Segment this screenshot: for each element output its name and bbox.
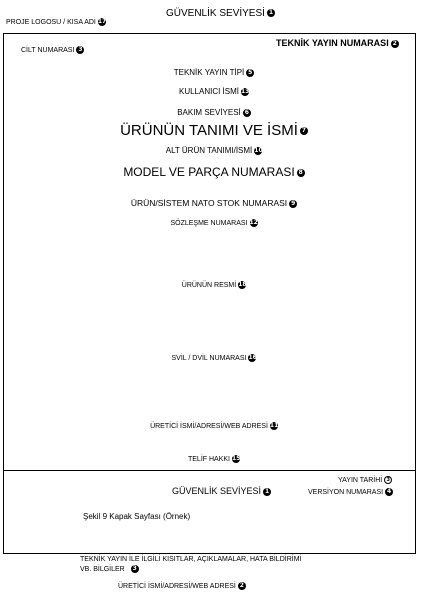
model-part-number [0,166,428,178]
contract-number [0,219,428,227]
notes-line-1-label: TEKNİK YAYIN İLE İLGİLİ KISITLAR, AÇIKLAMALAR, HATA BİLDİRİMİ [80,556,302,563]
user-name [0,88,428,96]
volume-number-label: CİLT NUMARASI [21,46,75,54]
tech-pub-number-label: TEKNİK YAYIN NUMARASI [276,38,389,48]
callout-badge: 10 [254,147,263,154]
copyright [0,455,428,463]
sub-product-label: ALT ÜRÜN TANIMI/İSMİ [165,146,253,156]
product-image [0,281,428,289]
header-security-label: GÜVENLİK SEVİYESİ [166,8,265,19]
header-security-level [166,9,275,19]
publication-date-label: YAYIN TARİHİ [338,476,383,484]
callout-badge: 6 [244,109,249,116]
callout-badge: 5 [248,69,253,76]
model-part-number-label: MODEL VE PARÇA NUMARASI [123,165,295,179]
outside-manufacturer-label: ÜRETİCİ İSMİ/ADRESİ/WEB ADRESİ [118,582,236,590]
callout-badge: 17 [97,18,107,25]
callout-badge: 4 [386,488,392,495]
callout-badge: 8 [298,168,303,176]
footer-divider [3,470,416,471]
callout-badge: 2 [239,582,244,589]
volume-number [21,46,84,54]
copyright-label: TELİF HAKKI [187,455,230,463]
notes-line-2 [80,565,139,573]
nato-stock-number [0,199,428,208]
callout-badge: 1 [268,9,274,17]
publication-date [338,476,392,484]
manufacturer-address [0,422,428,430]
figure-caption-label: Şekil 9 Kapak Sayfası (Örnek) [83,512,191,521]
project-logo-label: PROJE LOGOSU / KISA ADI [6,18,96,26]
notes-line-2-label: VB. BİLGİLER [80,565,125,573]
callout-badge: 2 [392,39,397,47]
maintenance-level [0,109,428,117]
product-title-label: ÜRÜNÜN TANIMI VE İSMİ [120,122,298,139]
callout-badge: 13 [241,88,250,95]
pub-type [0,69,428,77]
outside-manufacturer-address [118,582,246,590]
callout-badge: 3 [78,46,83,53]
callout-badge: 12 [249,219,258,226]
callout-badge: 3 [384,476,392,484]
user-name-label: KULLANICI İSMİ [178,87,239,97]
figure-caption [83,513,190,521]
callout-badge: 3 [132,565,137,572]
callout-badge: 9 [291,199,296,207]
footer-security-level [172,487,271,496]
callout-badge: 7 [301,127,306,135]
page-border-bottom [3,553,416,554]
sub-product [0,147,428,155]
callout-badge: 16 [248,354,257,361]
callout-badge: 11 [269,422,279,429]
header-divider [3,33,416,34]
version-number-label: VERSİYON NUMARASI [308,488,384,496]
tech-pub-number [276,39,399,48]
callout-badge: 1 [264,487,270,495]
svil-number-label: SVİL / DVİL NUMARASI [171,354,247,362]
footer-security-label: GÜVENLİK SEVİYESİ [172,486,262,496]
product-image-label: ÜRÜNÜN RESMİ [181,281,237,289]
callout-badge: 15 [232,455,241,462]
maintenance-level-label: BAKIM SEVİYESİ [177,108,241,118]
callout-badge: 18 [238,281,247,288]
svil-number [0,354,428,362]
pub-type-label: TEKNİK YAYIN TİPİ [173,68,245,78]
nato-stock-number-label: ÜRÜN/SİSTEM NATO STOK NUMARASI [130,198,288,208]
version-number [308,488,393,496]
contract-number-label: SÖZLEŞME NUMARASI [170,219,248,227]
product-title [0,123,428,138]
project-logo [6,18,106,26]
manufacturer-address-label: ÜRETİCİ İSMİ/ADRESİ/WEB ADRESİ [150,422,268,430]
notes-line-1 [80,556,301,563]
